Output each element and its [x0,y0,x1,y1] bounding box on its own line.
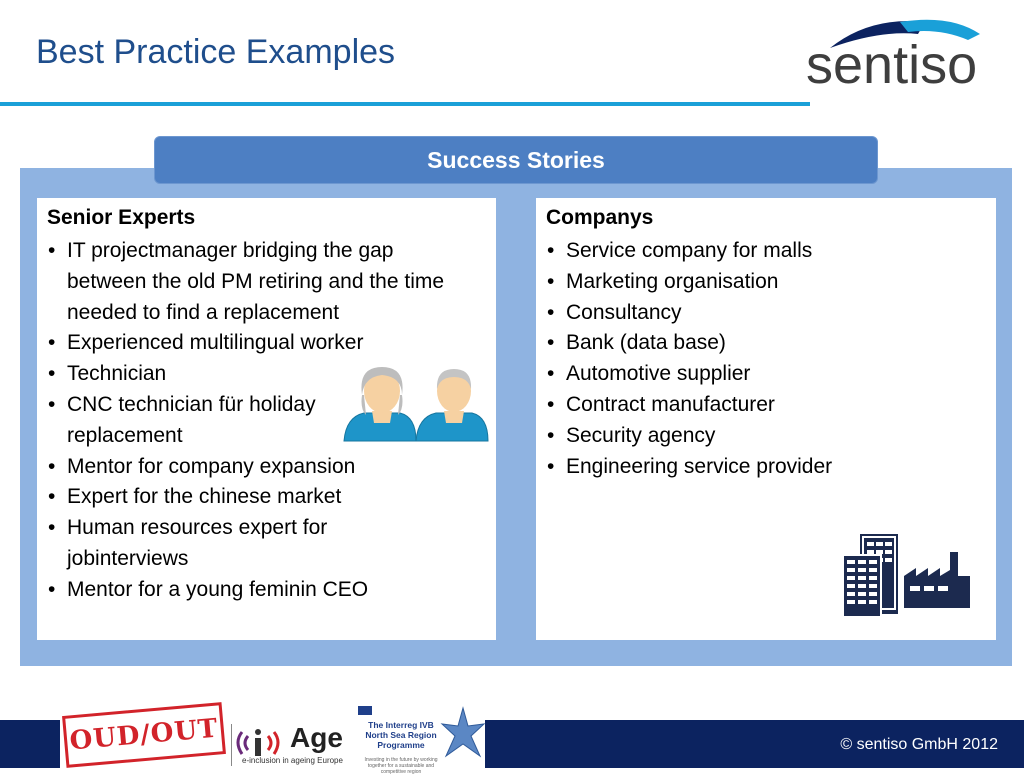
list-item: • IT projectmanager bridging the gap between the old PM retiring and the time needed to find a replacement [47,236,462,328]
office-buildings-factory-icon [840,532,974,618]
starfish-icon [440,706,486,762]
interreg-logo-text: The Interreg IVB North Sea Region Programme [365,720,437,750]
iage-tagline: e-inclusion in ageing Europe [242,756,343,765]
title-underline [0,102,810,106]
list-item: • Mentor for company expansion [47,452,462,483]
companys-list [546,236,976,482]
list-item: • Technician [47,359,462,390]
list-item: • Automotive supplier [546,359,976,390]
list-item: • Engineering service provider [546,452,976,483]
slide-title: Best Practice Examples [36,33,396,71]
list-item: • Service company for malls [546,236,976,267]
interreg-logo-subtext: Investing in the future by working together for a sustainable and competitive region [364,757,438,775]
companys-heading: Companys [546,206,654,229]
list-item: • Human resources expert for jobinterviews [47,513,357,575]
success-stories-banner [154,136,878,184]
copyright-notice: © sentiso GmbH 2012 [840,736,998,753]
logo-wordmark: sentiso [806,35,978,95]
banner-label: Success Stories [427,146,605,173]
senior-experts-heading: Senior Experts [47,206,196,229]
list-item: • Bank (data base) [546,328,976,359]
iage-wordmark: Age [290,722,343,753]
oud-out-logo-text: OUD/OUT [68,713,220,757]
list-item: • Experienced multilingual worker [47,328,462,359]
eu-flag-icon [358,706,372,715]
list-item: • Expert for the chinese market [47,482,462,513]
sentiso-logo [800,18,1015,95]
list-item: • Security agency [546,421,976,452]
senior-couple-icon [342,365,488,441]
list-item: • Contract manufacturer [546,390,976,421]
list-item: • CNC technician für holiday replacement [47,390,357,452]
list-item: • Mentor for a young feminin CEO [47,575,462,606]
list-item: • Consultancy [546,298,976,329]
list-item: • Marketing organisation [546,267,976,298]
